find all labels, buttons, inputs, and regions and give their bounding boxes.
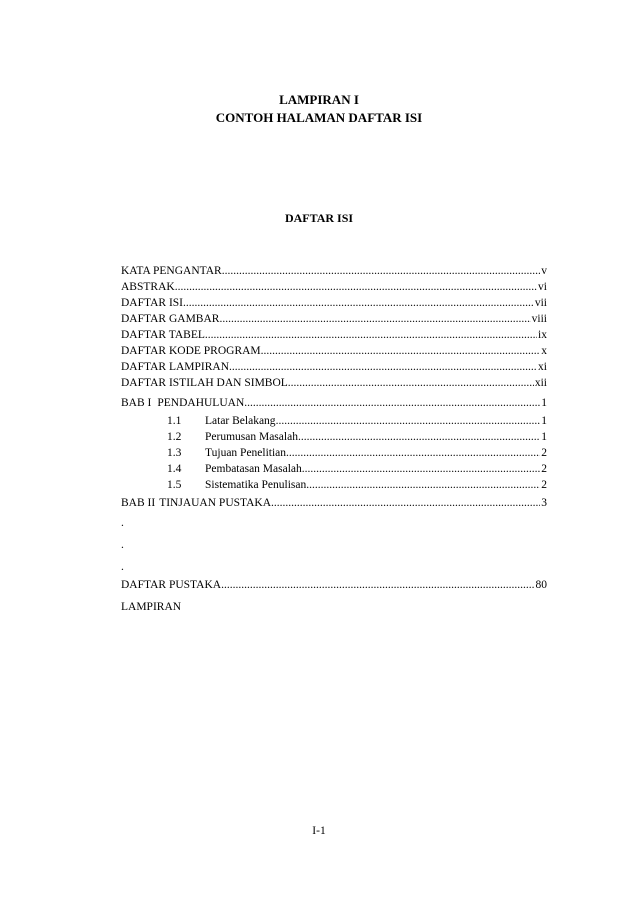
section-title: Tujuan Penelitian bbox=[205, 447, 287, 459]
section-number: 1.2 bbox=[167, 431, 182, 443]
toc-entry-page: 3 bbox=[541, 497, 547, 509]
dot-leader bbox=[205, 328, 537, 342]
toc-entry-label: KATA PENGANTAR bbox=[121, 265, 222, 277]
toc-entry-daftar-tabel[interactable] bbox=[121, 328, 547, 342]
toc-entry-page: 2 bbox=[541, 479, 547, 491]
toc-entry-daftar-istilah[interactable] bbox=[121, 376, 547, 390]
toc-entry-daftar-pustaka[interactable] bbox=[121, 578, 547, 592]
toc-chapter-bab-1[interactable] bbox=[121, 396, 547, 410]
dot-leader bbox=[298, 430, 540, 444]
dot-leader bbox=[276, 414, 541, 428]
toc-entry-label: DAFTAR ISI bbox=[121, 297, 184, 309]
toc-entry-label: DAFTAR ISTILAH DAN SIMBOL bbox=[121, 377, 288, 389]
toc-section-1-5[interactable] bbox=[167, 478, 547, 492]
dot-leader bbox=[219, 312, 530, 326]
toc-entry-page: 1 bbox=[541, 415, 547, 427]
toc-section-1-4[interactable] bbox=[167, 462, 547, 476]
toc-entry-kata-pengantar[interactable] bbox=[121, 264, 547, 278]
toc-entry-page: 1 bbox=[541, 431, 547, 443]
ellipsis-dot: . bbox=[121, 561, 124, 573]
chapter-prefix: BAB I bbox=[121, 397, 152, 409]
toc-entry-daftar-gambar[interactable] bbox=[121, 312, 547, 326]
toc-entry-daftar-lampiran[interactable] bbox=[121, 360, 547, 374]
section-title: Sistematika Penulisan bbox=[205, 479, 307, 491]
toc-entry-daftar-kode-program[interactable] bbox=[121, 344, 547, 358]
toc-entry-label: DAFTAR LAMPIRAN bbox=[121, 361, 230, 373]
section-number: 1.1 bbox=[167, 415, 182, 427]
toc-entry-daftar-isi[interactable] bbox=[121, 296, 547, 310]
toc-title: DAFTAR ISI bbox=[284, 211, 354, 225]
toc-entry-page: xii bbox=[534, 377, 547, 389]
toc-section-1-1[interactable] bbox=[167, 414, 547, 428]
section-title: Latar Belakang bbox=[205, 415, 276, 427]
dot-leader bbox=[306, 478, 540, 492]
section-number: 1.4 bbox=[167, 463, 182, 475]
ellipsis-dot: . bbox=[121, 539, 124, 551]
dot-leader bbox=[183, 296, 534, 310]
dot-leader bbox=[229, 360, 537, 374]
dot-leader bbox=[271, 496, 540, 510]
dot-leader bbox=[286, 446, 540, 460]
toc-entry-page: v bbox=[541, 265, 547, 277]
toc-section-1-2[interactable] bbox=[167, 430, 547, 444]
toc-entry-abstrak[interactable] bbox=[121, 280, 547, 294]
chapter-prefix: BAB II bbox=[121, 497, 156, 509]
chapter-title: PENDAHULUAN bbox=[157, 397, 245, 409]
dot-leader bbox=[221, 578, 534, 592]
toc-entry-page: 80 bbox=[535, 579, 547, 591]
toc-entry-page: 2 bbox=[541, 463, 547, 475]
dot-leader bbox=[222, 264, 541, 278]
page-number: I-1 bbox=[312, 825, 326, 837]
toc-entry-label: DAFTAR PUSTAKA bbox=[121, 579, 222, 591]
toc-entry-lampiran[interactable]: LAMPIRAN bbox=[121, 601, 182, 613]
ellipsis-dot: . bbox=[121, 517, 124, 529]
toc-entry-page: x bbox=[541, 345, 547, 357]
toc-entry-page: 2 bbox=[541, 447, 547, 459]
toc-entry-page: vi bbox=[538, 281, 547, 293]
toc-entry-label: DAFTAR KODE PROGRAM bbox=[121, 345, 261, 357]
toc-entry-page: xi bbox=[538, 361, 547, 373]
dot-leader bbox=[302, 462, 540, 476]
dot-leader bbox=[175, 280, 537, 294]
appendix-title: CONTOH HALAMAN DAFTAR ISI bbox=[215, 110, 423, 125]
dot-leader bbox=[244, 396, 540, 410]
section-title: Perumusan Masalah bbox=[205, 431, 298, 443]
toc-entry-label: ABSTRAK bbox=[121, 281, 175, 293]
dot-leader bbox=[288, 376, 534, 390]
toc-entry-page: vii bbox=[534, 297, 547, 309]
appendix-label: LAMPIRAN I bbox=[279, 92, 359, 107]
toc-entry-page: viii bbox=[531, 313, 547, 325]
section-title: Pembatasan Masalah bbox=[205, 463, 302, 475]
chapter-title: TINJAUAN PUSTAKA bbox=[159, 497, 272, 509]
dot-leader bbox=[261, 344, 541, 358]
section-number: 1.3 bbox=[167, 447, 182, 459]
toc-entry-label: DAFTAR TABEL bbox=[121, 329, 205, 341]
toc-entry-label: DAFTAR GAMBAR bbox=[121, 313, 220, 325]
toc-chapter-bab-2[interactable] bbox=[121, 496, 547, 510]
toc-entry-page: ix bbox=[538, 329, 547, 341]
section-number: 1.5 bbox=[167, 479, 182, 491]
toc-entry-page: 1 bbox=[541, 397, 547, 409]
toc-section-1-3[interactable] bbox=[167, 446, 547, 460]
